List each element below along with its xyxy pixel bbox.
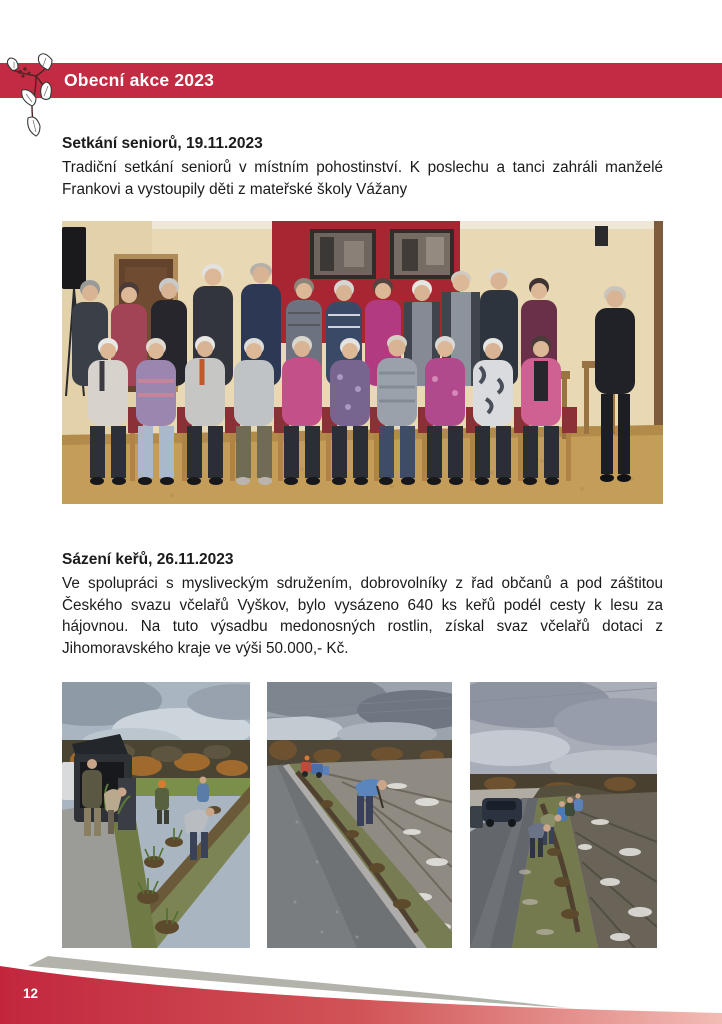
- leaf-branch-icon: [6, 48, 60, 140]
- photo-row: [62, 682, 657, 948]
- planting-photo-road: [267, 682, 452, 948]
- seniors-group-photo: [62, 221, 663, 504]
- photo-gap: [250, 682, 267, 948]
- page-number: 12: [23, 986, 39, 1001]
- section-heading: Sázení keřů, 26.11.2023: [62, 551, 234, 568]
- section-planting: [62, 549, 663, 659]
- section-heading: Setkání seniorů, 19.11.2023: [62, 135, 263, 152]
- planting-photo-unloading: [62, 682, 250, 948]
- section-body: Ve spolupráci s mysliveckým sdružením, dobrovolníky z řad občanů a pod záštitou Českého svazu včelařů Vyškov, bylo vysázeno 640 ks keřů podél cesty k lesu za hájovnou. Na tuto výsadbu medonosných rostlin, získal svaz včelařů dotaci z Jihomoravského kraje ve výši 50.000,- Kč.: [62, 575, 663, 657]
- header-bar: [0, 63, 722, 98]
- page-title: Obecní akce 2023: [64, 70, 215, 90]
- planting-photo-field: [470, 682, 657, 948]
- footer-swoosh: [0, 952, 722, 1024]
- photo-gap: [452, 682, 470, 948]
- section-body: Tradiční setkání seniorů v místním pohostinství. K poslechu a tanci zahráli manželé Frankovi a vystoupily děti z mateřské školy Vážany: [62, 159, 663, 198]
- section-seniors: [62, 133, 663, 200]
